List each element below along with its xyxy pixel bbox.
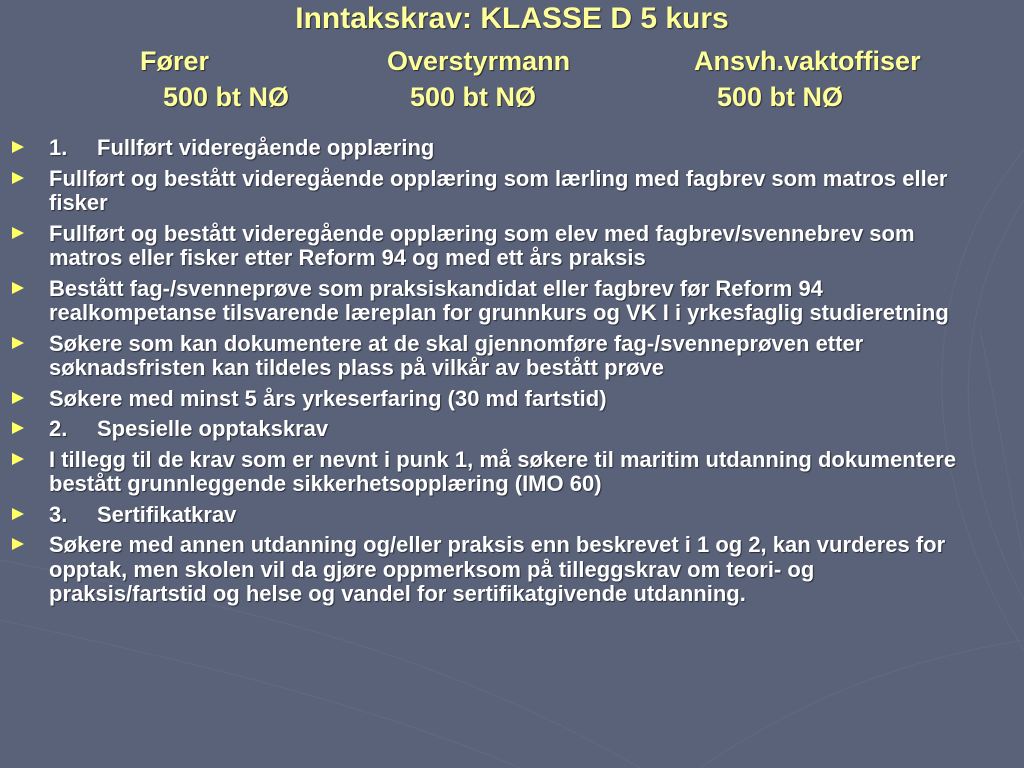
list-item: [12, 167, 972, 216]
arrow-bullet-icon: [12, 538, 24, 550]
list-item: [12, 448, 972, 497]
item-text: Søkere med minst 5 års yrkeserfaring (30 md fartstid): [49, 385, 607, 411]
list-item: [12, 222, 972, 271]
item-text: Bestått fag-/svenneprøve som praksiskandidat eller fagbrev før Reform 94 realkompetanse tilsvarende læreplan for grunnkurs og VK I i yrkesfaglig studieretning: [49, 275, 949, 325]
column-role-vaktoffiser: Ansvh.vaktoffiser: [694, 46, 921, 76]
arrow-bullet-icon: [12, 282, 24, 294]
item-text: Søkere med annen utdanning og/eller praksis enn beskrevet i 1 og 2, kan vurderes for opptak, men skolen vil da gjøre oppmerksom på tilleggskrav om teori- og praksis/fartstid og helse og vandel for sertifikatgivende utdanning.: [49, 532, 946, 606]
arrow-bullet-icon: [12, 141, 24, 153]
item-text: Fullført og bestått videregående opplæring som lærling med fagbrev som matros eller fisker: [49, 165, 948, 215]
item-number: 3.: [49, 501, 68, 527]
requirements-list: [12, 136, 972, 613]
arrow-bullet-icon: [12, 508, 24, 520]
column-role-forer: Fører: [140, 46, 210, 76]
item-text: Fullført videregående opplæring: [97, 135, 435, 160]
list-item: [12, 136, 972, 161]
arrow-bullet-icon: [12, 422, 24, 434]
column-size-overstyrmann: 500 bt NØ: [410, 82, 537, 112]
column-size-forer: 500 bt NØ: [163, 82, 290, 112]
item-text: I tillegg til de krav som er nevnt i punk 1, må søkere til maritim utdanning dokumentere bestått grunnleggende sikkerhetsopplæring (IMO 60): [49, 446, 957, 496]
item-number: 2.: [49, 416, 68, 441]
slide-title: Inntakskrav: KLASSE D 5 kurs: [295, 2, 729, 35]
item-text: Sertifikatkrav: [97, 501, 237, 527]
item-text: Søkere som kan dokumentere at de skal gjennomføre fag-/svenneprøven etter søknadsfristen kan tildeles plass på vilkår av bestått prøve: [49, 330, 864, 380]
arrow-bullet-icon: [12, 392, 24, 404]
list-item: [12, 387, 972, 412]
list-item: [12, 332, 972, 381]
list-item: [12, 277, 972, 326]
item-number: 1.: [49, 135, 68, 160]
list-item: [12, 417, 972, 442]
column-size-vaktoffiser: 500 bt NØ: [717, 82, 844, 112]
list-item: [12, 533, 972, 607]
arrow-bullet-icon: [12, 227, 24, 239]
column-role-overstyrmann: Overstyrmann: [387, 46, 571, 76]
list-item: [12, 503, 972, 528]
item-text: Fullført og bestått videregående opplæring som elev med fagbrev/svennebrev som matros eller fisker etter Reform 94 og med ett års praksis: [49, 220, 915, 270]
arrow-bullet-icon: [12, 337, 24, 349]
item-text: Spesielle opptakskrav: [97, 416, 329, 441]
arrow-bullet-icon: [12, 453, 24, 465]
arrow-bullet-icon: [12, 172, 24, 184]
